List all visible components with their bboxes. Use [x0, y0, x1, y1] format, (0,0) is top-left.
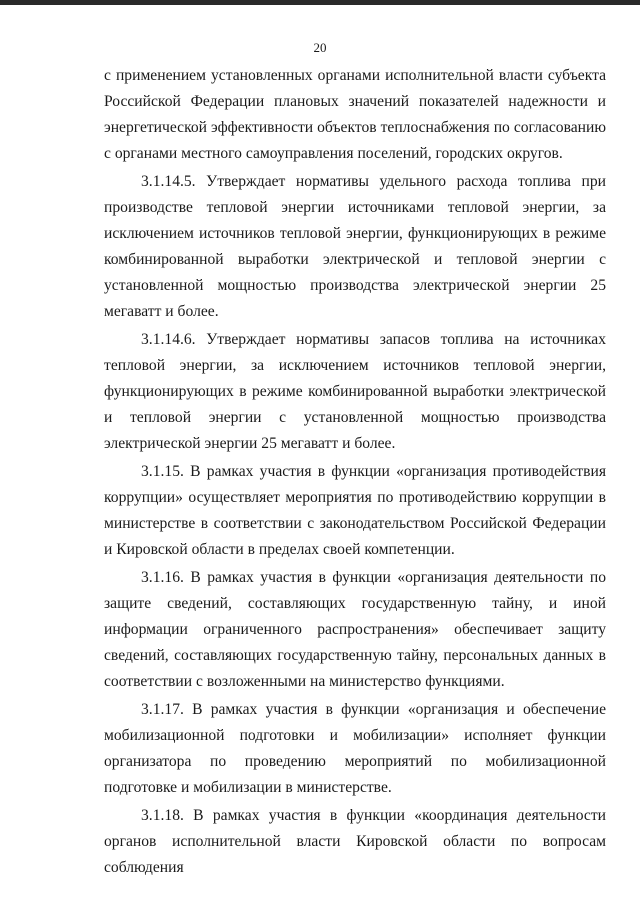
- paragraph-3-1-14-5: 3.1.14.5. Утверждает нормативы удельного расхода топлива при производстве тепловой энергии источниками тепловой энергии, за исключением источников тепловой энергии, функционирующих в режиме комбинированной выработки электрической и тепловой энергии с установленной мощностью производства электрической энергии 25 мегаватт и более.: [104, 173, 606, 320]
- scan-top-border: [0, 0, 640, 5]
- paragraph-3-1-15: 3.1.15. В рамках участия в функции «организация противодействия коррупции» осуществляет мероприятия по противодействию коррупции в министерстве в соответствии с законодательством Российской Федерации и Кировской области в пределах своей компетенции.: [104, 463, 606, 558]
- paragraph-continuation: с применением установленных органами исполнительной власти субъекта Российской Федерации плановых значений показателей надежности и энергетической эффективности объектов теплоснабжения по согласованию с органами местного самоуправления поселений, городских округов.: [104, 67, 606, 162]
- paragraph-3-1-14-6: 3.1.14.6. Утверждает нормативы запасов топлива на источниках тепловой энергии, за исключением источников тепловой энергии, функционирующих в режиме комбинированной выработки электрической и тепловой энергии с установленной мощностью производства электрической энергии 25 мегаватт и более.: [104, 331, 606, 452]
- document-body: [104, 63, 606, 881]
- paragraph-3-1-17: 3.1.17. В рамках участия в функции «организация и обеспечение мобилизационной подготовки и мобилизации» исполняет функции организатора по проведению мероприятий по мобилизационной подготовке и мобилизации в министерстве.: [104, 701, 606, 796]
- paragraph-3-1-18: 3.1.18. В рамках участия в функции «координация деятельности органов исполнительной власти Кировской области по вопросам соблюдения: [104, 807, 606, 876]
- page-number: 20: [313, 40, 327, 55]
- paragraph-3-1-16: 3.1.16. В рамках участия в функции «организация деятельности по защите сведений, составляющих государственную тайну, и иной информации ограниченного распространения» обеспечивает защиту сведений, составляющих государственную тайну, персональных данных в соответствии с возложенными на министерство функциями.: [104, 569, 606, 690]
